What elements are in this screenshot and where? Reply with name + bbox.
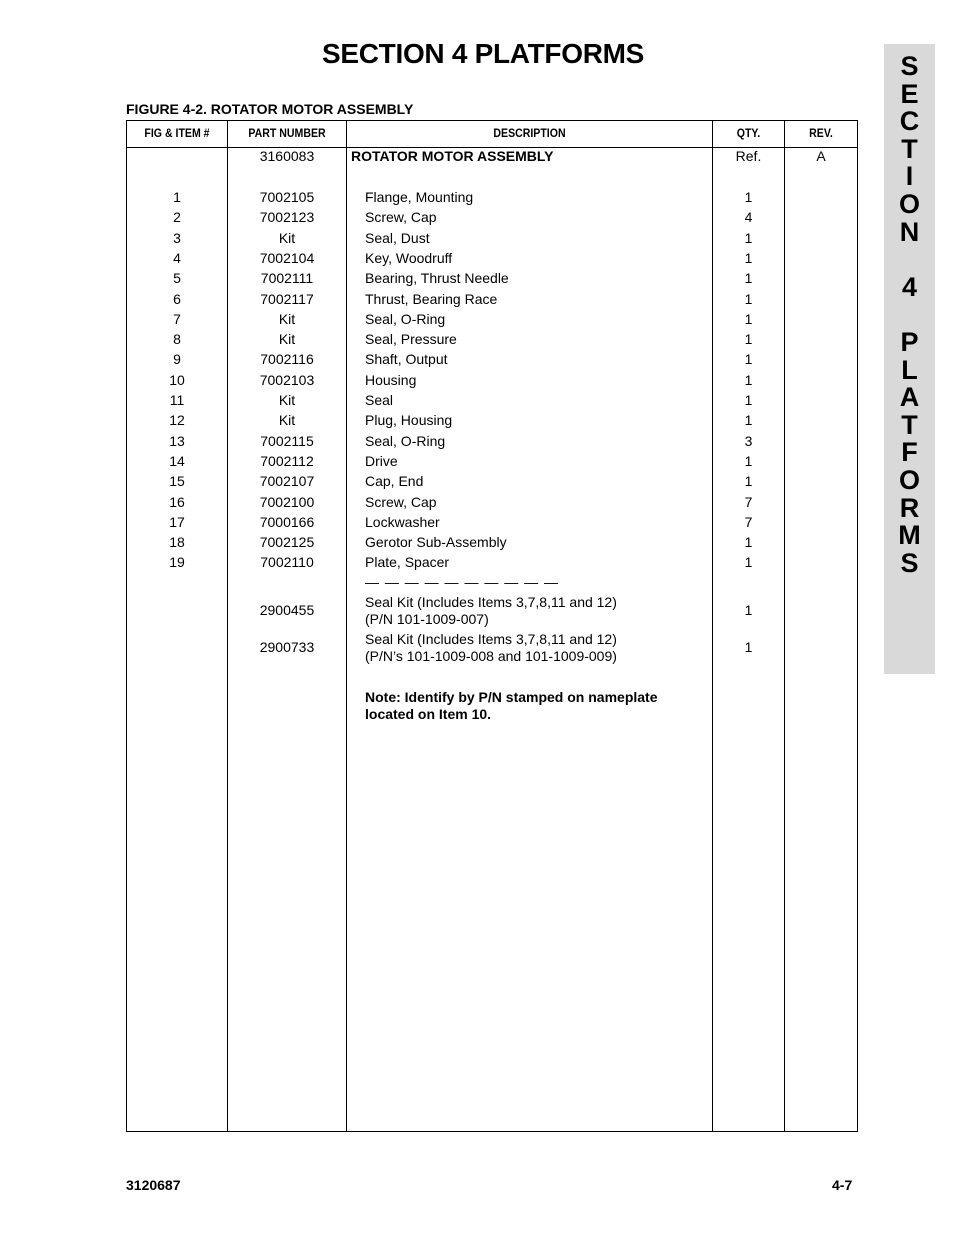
row-part-number: 7002111 (260, 270, 314, 287)
side-tab-letter: C (899, 106, 920, 137)
row-part-number: 7002104 (259, 249, 315, 266)
row-qty: 1 (744, 290, 753, 307)
column-divider (346, 121, 347, 1131)
row-part-number: 7002116 (260, 351, 314, 368)
row-item-number: 11 (169, 392, 185, 408)
row-part-number: Kit (278, 392, 296, 408)
row-qty: 4 (744, 209, 753, 226)
header-qty: QTY. (736, 126, 761, 140)
assembly-qty: Ref. (735, 148, 762, 164)
figure-title: FIGURE 4-2. ROTATOR MOTOR ASSEMBLY (126, 101, 414, 117)
row-item-number: 16 (169, 493, 185, 510)
row-part-number: 7002125 (259, 534, 315, 551)
side-tab-letter: E (900, 78, 919, 109)
row-qty: 1 (744, 331, 753, 348)
row-qty: 3 (744, 432, 753, 449)
row-description: Screw, Cap (365, 493, 437, 510)
row-part-number: Kit (278, 229, 296, 246)
row-qty: 1 (744, 473, 753, 490)
row-item-number: 13 (169, 432, 185, 449)
parts-table (126, 120, 858, 1132)
row-qty: 1 (744, 392, 753, 408)
row-description: Thrust, Bearing Race (365, 290, 498, 307)
side-tab-letter: F (901, 437, 918, 468)
row-qty: 1 (744, 189, 753, 205)
row-description: Cap, End (365, 473, 424, 490)
row-qty: 1 (744, 371, 753, 388)
row-part-number: 7002103 (259, 371, 315, 388)
row-item-number: 10 (169, 371, 185, 388)
row-item-number: 4 (173, 249, 181, 266)
row-description: Key, Woodruff (365, 249, 453, 266)
row-description: Seal, O-Ring (365, 432, 446, 449)
row-qty: 1 (744, 270, 753, 287)
kit-description-line: (P/N 101-1009-007) (365, 611, 489, 627)
side-tab-letter: 4 (901, 271, 918, 302)
row-description: Bearing, Thrust Needle (365, 270, 509, 287)
header-item: FIG & ITEM # (144, 126, 210, 140)
kit-part-number: 2900733 (259, 639, 315, 655)
row-qty: 1 (744, 229, 753, 246)
kit-description-line: (P/N’s 101-1009-008 and 101-1009-009) (365, 648, 617, 664)
row-qty: 1 (744, 249, 753, 266)
row-part-number: Kit (278, 412, 296, 429)
header-part-number: PART NUMBER (248, 126, 326, 140)
row-description: Shaft, Output (365, 351, 448, 368)
row-item-number: 2 (173, 209, 181, 226)
row-part-number: Kit (278, 331, 296, 348)
row-item-number: 6 (173, 290, 181, 307)
row-part-number: 7002123 (259, 209, 315, 226)
side-tab-letter: L (901, 354, 918, 385)
side-tab-letter: R (899, 492, 920, 523)
row-part-number: 7002115 (260, 432, 314, 449)
row-qty: 1 (744, 351, 753, 368)
row-item-number: 3 (173, 229, 181, 246)
row-qty: 1 (744, 310, 753, 327)
assembly-part-number: 3160083 (259, 148, 315, 164)
row-item-number: 18 (169, 534, 185, 551)
side-tab-letter: I (905, 161, 914, 192)
row-item-number: 9 (173, 351, 181, 368)
row-part-number: 7002100 (259, 493, 315, 510)
row-item-number: 7 (173, 310, 181, 327)
separator-line: — — — — — — — — — — (365, 574, 560, 590)
row-description: Plate, Spacer (365, 554, 450, 571)
row-item-number: 1 (173, 189, 181, 205)
row-part-number: 7000166 (259, 513, 315, 530)
row-part-number: 7002112 (260, 452, 314, 469)
row-description: Seal, Pressure (365, 331, 457, 348)
side-tab-letter: S (900, 51, 919, 81)
kit-qty: 1 (744, 602, 753, 618)
side-tab-letter: A (899, 382, 920, 413)
row-qty: 7 (744, 493, 753, 510)
row-description: Lockwasher (365, 513, 440, 530)
assembly-rev: A (816, 148, 826, 164)
page-title: SECTION 4 PLATFORMS (322, 38, 645, 69)
row-part-number: 7002105 (259, 189, 315, 205)
row-part-number: 7002110 (260, 554, 314, 571)
row-qty: 7 (744, 513, 753, 530)
column-divider (784, 121, 785, 1131)
row-item-number: 15 (169, 473, 185, 490)
row-item-number: 12 (169, 412, 185, 429)
row-description: Screw, Cap (365, 209, 437, 226)
section-side-tab (884, 44, 935, 674)
row-qty: 1 (744, 534, 753, 551)
side-tab-letter: N (899, 216, 920, 247)
row-description: Housing (365, 371, 417, 388)
row-description: Plug, Housing (365, 412, 453, 429)
row-description: Gerotor Sub-Assembly (365, 534, 507, 551)
header-description: DESCRIPTION (493, 126, 566, 140)
row-qty: 1 (744, 452, 753, 469)
kit-description-line: Seal Kit (Includes Items 3,7,8,11 and 12) (365, 631, 617, 647)
row-item-number: 8 (173, 331, 181, 348)
row-item-number: 5 (173, 270, 181, 287)
row-part-number: Kit (278, 310, 296, 327)
page-number: 4-7 (832, 1177, 853, 1193)
row-item-number: 17 (169, 513, 185, 530)
row-part-number: 7002117 (260, 290, 314, 307)
row-qty: 1 (744, 412, 753, 429)
row-description: Drive (365, 452, 398, 469)
row-item-number: 19 (169, 554, 185, 571)
side-tab-letter: T (901, 133, 918, 164)
row-description: Seal (365, 392, 394, 408)
header-rev: REV. (809, 126, 833, 140)
kit-qty: 1 (744, 639, 753, 655)
side-tab-letter: O (898, 465, 920, 495)
document-number: 3120687 (126, 1177, 181, 1193)
side-tab-letter: O (898, 189, 920, 219)
kit-part-number: 2900455 (259, 602, 315, 618)
row-item-number: 14 (169, 452, 185, 469)
kit-description-line: Seal Kit (Includes Items 3,7,8,11 and 12) (365, 594, 617, 610)
side-tab-letter: P (900, 327, 919, 357)
row-description: Seal, O-Ring (365, 310, 446, 327)
note-line: located on Item 10. (365, 706, 492, 722)
side-tab-letter: T (901, 409, 918, 440)
row-description: Flange, Mounting (365, 189, 474, 205)
assembly-description: ROTATOR MOTOR ASSEMBLY (351, 148, 554, 164)
note-line: Note: Identify by P/N stamped on nameplate (365, 689, 658, 705)
row-description: Seal, Dust (365, 229, 430, 246)
side-tab-letter: M (898, 520, 921, 551)
row-qty: 1 (744, 554, 753, 571)
side-tab-letter: S (900, 547, 919, 578)
row-part-number: 7002107 (259, 473, 315, 490)
